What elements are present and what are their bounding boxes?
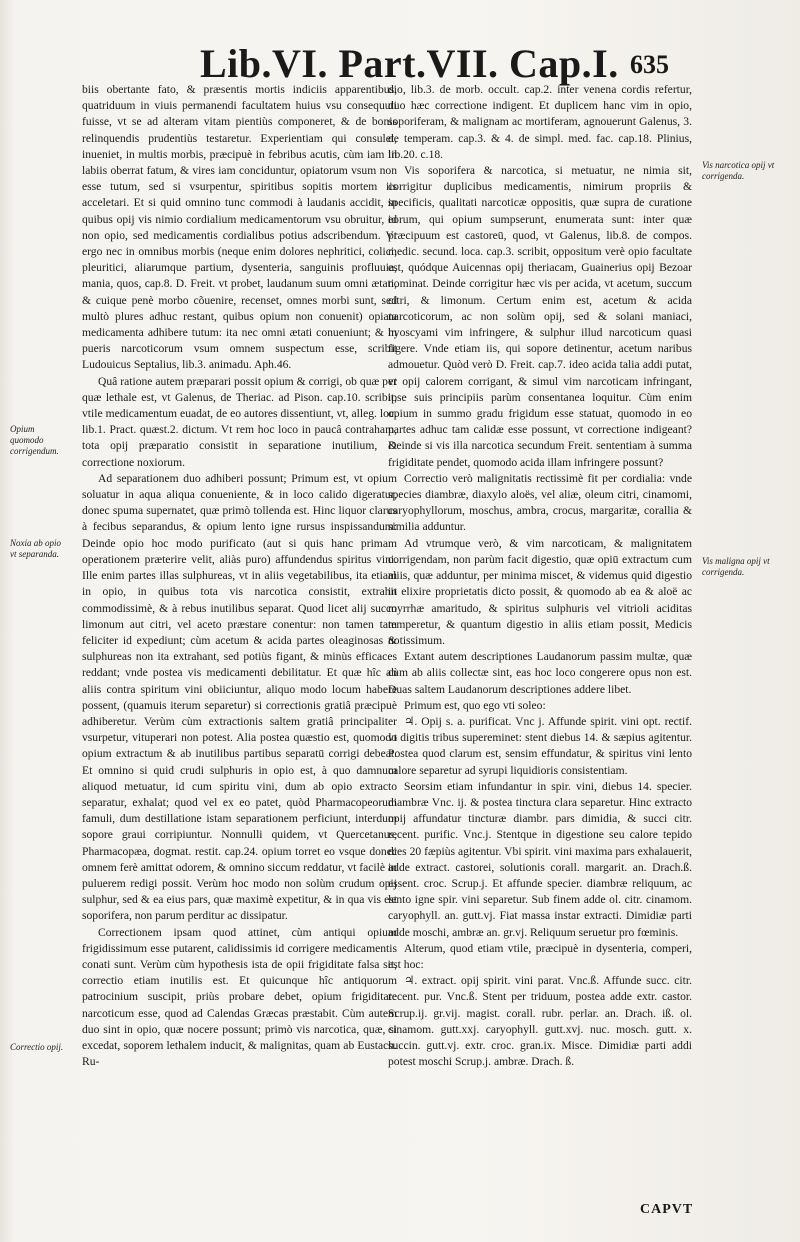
header-title: Lib.VI. Part.VII. Cap.I. [200,41,619,86]
running-header [200,40,700,88]
paragraph: Quâ ratione autem præparari possit opium & corrigi, ob quæ per quæ lethale est, vt Galenus, de Theriac. ad Pison. cap.10. scribit, vtile medicamentum euadat, de eo autores dissentiunt, vt, alleg. loc. lib.1. Pract. quæst.2. dictum. Vt rem hoc loco in paucâ contraham, tota opij præparatio consistit in separatione inutilium, & correctione noxiorum. [82,374,397,469]
margin-note: Noxia ab opio vt separanda. [10,538,61,559]
catchword: CAPVT [640,1202,694,1217]
right-column [388,82,692,1070]
margin-note: Vis maligna opij vt corrigenda. [702,556,770,577]
paragraph: Ad vtrumque verò, & vim narcoticam, & malignitatem corrigendam, non parùm facit digestio, quæ opiū extractum cum aliis, quæ adduntur, per minima miscet, & videmus quid digestio in elixire proprietatis dicto possit, & quomodo ab ea & aloë ac myrrhæ amaritudo, & spiritus sulphuris vel vitrioli aciditas temperetur, & quantum digestio in aliis etiam possit, Medicis notissimum. [388,536,692,647]
left-column [82,82,397,1070]
paragraph: Seorsim etiam infundantur in spir. vini, diebus 14. specier. diambræ Vnc. ij. & postea tinctura clara separetur. Hinc extracto opij affundatur tincturæ diambr. pars dimidia, & succi citr. recent. purific. Vnc.j. Stentque in digestione seu calore tepido dies 20 fæpiùs agitentur. Vbi spirit. vini maxima pars exhalauerit, adde extract. castorei, solutionis corall. margarit. an. Drach.ß. essent. croc. Scrup.j. Et affunde specier. diambræ reliquum, ac lento igne spir. vini separetur. Sub finem adde ol. citr. cinamom. caryophyll. an. gutt.vj. Fiat massa instar extracti. Dimidiæ parti adde moschi, ambræ an. gr.vj. Reliquum seruetur pro fœminis. [388,779,692,939]
paragraph: Ad separationem duo adhiberi possunt; Primum est, vt opium soluatur in aqua aliqua conueniente, & in loco calido digeratur, donec spuma supernatet, quæ primò tollenda est. Hinc liquor clarus à fecibus separandus, & opium lento igne rursus inspissandum: Deinde opio hoc modo purificato (aut si quis hanc primam operationem præterire velit, aliàs puro) affundendus spiritus vini. Ille enim partes illas sulphureas, vt in aliis vegetabilibus, ita etiam in opio, in quibus tota vis narcotica consistit, extrahit commodissimè, & à rebus inutilibus separat. Quod licet alij succo limonum aut citri, vel aceto præstare conentur: non tamen tam feliciter id expediunt; cùm acetum & acida partes oleaginosas & sulphureas non ita extrahant, sed potiùs figant, & minùs efficaces reddant; vnde postea vis medicamenti debilitatur. Et quæ hîc ab aliis contra spiritum vini obiiciuntur, aliquo modo locum habere possent, (quamuis iterum separetur) si correctionis gratiâ præcipuè adhiberetur. Verùm cùm extractionis saltem gratiâ principaliter vsurpetur, vituperari non potest. Alia postea quæstio est, quomodo opium extractum & ab inutilibus partibus separatū corrigi debeat. Et omnino si quid crudi sulphuris in opio est, à quo damnum aliquod metuatur, id cum spiritu vini, dum ab opio extracto separatur, exhalat; quod vel ex eo patet, quòd Pharmacopeorum famuli, dum destillatione istam separationem perficiunt, interdum sopore graui corripiuntur. Nonnulli quidem, vt Quercetanus, Pharmacopæa, dogmat. restit. cap.24. opium torret eo vsque donec omnem ferè amittat odorem, & omnino siccum reddatur, vt facilè in puluerem redigi possit. Verùm hoc modo non solùm crudum opij sulphur, sed & ea eius pars, quæ maximè expetitur, & in qua vis est soporifera, non parum perditur ac dissipatur. [82,471,397,923]
paragraph: biis obertante fato, & præsentis mortis indiciis apparentibus, quatriduum in viuis permanendi facultatem huius vsu consequuti fuisse, vt se ad alteram vitam pientiùs componeret, & de bonis relinquendis prudentiùs testaretur. Experientiam qui consulet, inueniet, in multis morbis, præcipuè in febribus acutis, cùm iam in labiis oberrat fatum, & vires iam conciduntur, opiatorum vsum non esse tutum, sed si vsurpentur, spiritibus sopitis mortem iis acceletari. Et si quid omnino tunc commodi à laudanis accidit, in quibus opij vis nimio cordialium medicamentorum vsu obruitur, id non opio, sed medicamentis cordialibus potius adscribendum. Vt ergo nec in omnibus morbis (neque enim dolores nephritici, colici, pleuritici, aliarumque partium, dysenteria, sanguinis profluuia, mania, quos, cap.8. D. Freit. vt probet, laudanum suum omni ætati, & cuique penè morbo cõuenire, recenset, omnes morbi sunt, sed multò plures adhuc restant, quibus opium non conuenit) opiata medicamenta adhibere tutum: ita nec omni ætati conueniunt; & in pueris narcoticorum vsum omnem suspectum esse, scribit Ludouicus Septalius, lib.3. animadu. Aph.46. [82,83,397,372]
paragraph: Primum est, quo ego vti soleo: [404,698,546,712]
paragraph: Extant autem descriptiones Laudanorum passim multæ, quæ cùm ab aliis collectæ sint, eas hoc loco congerere opus non est. Duas saltem Laudanorum descriptiones addere libet. [388,650,692,696]
recipe-paragraph: ♃. Opij s. a. purificat. Vnc j. Affunde spirit. vini opt. rectif. vt digitis tribus supereminet: stent diebus 14. & sæpius agitentur. Postea quod clarum est, sensim effundatur, & spiritus vini lento calore separetur ad syrupi liquidioris consistentiam. [388,714,692,777]
paragraph: dio, lib.3. de morb. occult. cap.2. inter venena cordis refertur, duo hæc correctione indigent. Et duplicem hanc vim in opio, soporiferam, & malignam ac mortiferam, agnouerunt Galenus, 3. de temperam. cap.3. & 4. de simpl. med. fac. cap.18. Plinius, lib.20. c.18. [388,83,692,161]
paragraph: Alterum, quod etiam vtile, præcipuè in dysenteria, comperi, est hoc: [388,941,692,971]
paragraph: Vis soporifera & narcotica, si metuatur, ne nimia sit, corrigitur duplicibus medicamentis, nimirum propriis & specificis, qualitati narcoticæ oppositis, quæ supra de curatione eorum, qui opium sumpserunt, enumerata sunt: inter quæ præcipuum est castoreū, quod, vt Galenus, lib.8. de compos. medic. secund. loca. cap.3. scribit, oppositum verè opio facultate est, quódque Auicennas opij theriacam, Guainerius opij Bezoar nominat. Deinde corrigitur hæc vis per acida, vt acetum, succum citri, & limonum. Certum enim est, acetum & acida narcoticorum, ac non solùm opij, sed & solani maniaci, hyoscyami vim infringere, & sulphur illud narcoticum quasi figere. Vnde etiam iis, qui sopore detinentur, acetum naribus admouetur. Quòd verò D. Freit. cap.7. ideo acida talia addi putat, vt opij calorem corrigant, & simul vim narcoticam infringant, ipse suis principiis parùm consentanea loquitur. Cùm enim opium in summo gradu frigidum esse statuat, quomodo in eo partes adhuc tam calidæ esse possunt, vt correctione indigeant? Deinde si vis illa narcotica secundum Freit. sententiam à summa frigiditate pendet, quomodo acida illam infringere possunt? [388,164,692,469]
recipe-paragraph: ♃. extract. opij spirit. vini parat. Vnc.ß. Affunde succ. citr. recent. pur. Vnc.ß. Stent per triduum, postea adde extr. castor. Scrup.ij. gr.vij. magist. corall. rubr. perlar. an. Drach. iß. ol. cinamom. gutt.xxj. caryophyll. gutt.xvj. nuc. mosch. gutt. x. succin. gutt.vj. extr. croc. gran.ix. Misce. Dimidiæ parti addi potest moschi Scrup.j. ambræ. Drach. ß. [388,974,692,1069]
paragraph: Correctio verò malignitatis rectissimè fit per cordialia: vnde species diambræ, diaxylo aloës, vel aliæ, oleum citri, cinamomi, caryophyllorum, moschus, ambra, crocus, margaritæ, corallia & similia adduntur. [388,471,692,534]
page-number: 635 [630,50,669,79]
margin-note: Correctio opij. [10,1042,64,1052]
margin-note: Vis narcotica opij vt corrigenda. [702,160,775,181]
margin-note: Opium quomodo corrigendum. [10,424,59,456]
paragraph: Correctionem ipsam quod attinet, cùm antiqui opium frigidissimum esse putarent, calidissimis id corrigere medicamentis conati sunt. Verùm cùm hypothesis ista de opii frigiditate falsa sit, correctio etiam inutilis est. Et quicunque hîc antiquorum patrocinium suscipit, priùs probare debet, opium frigiditate narcoticum esse, quod ad Calendas Græcas præstabit. Cùm autem duo sint in opio, quæ nocere possunt; primò vis narcotica, quæ, si excedat, soporem lethalem inducit, & malignitas, quam ab Eustach. Ru- [82,925,397,1069]
